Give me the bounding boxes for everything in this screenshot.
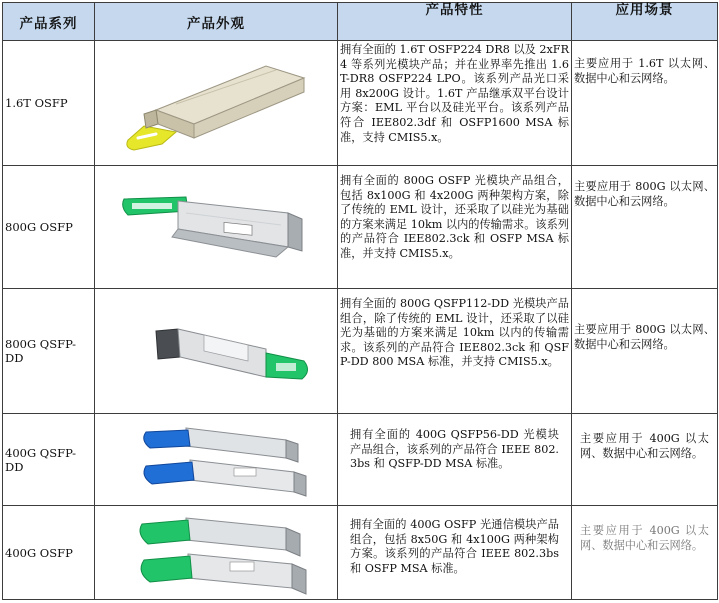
osfp-800g-module-icon xyxy=(116,177,316,277)
table-row xyxy=(3,166,718,289)
series-cell: 400G QSFP-DD xyxy=(3,414,95,506)
application-cell xyxy=(572,41,718,166)
features-cell xyxy=(338,414,572,506)
image-cell xyxy=(95,506,338,600)
application-cell xyxy=(572,506,718,600)
application-cell xyxy=(572,414,718,506)
application-text: 主要应用于 400G 以太网、数据中心和云网络。 xyxy=(580,432,709,460)
application-text: 主要应用于 1.6T 以太网、数据中心和云网络。 xyxy=(574,57,715,85)
features-text: 拥有全面的 400G OSFP 光通信模块产品组合，包括 8x50G 和 4x100G 两种架构方案。该系列的产品符合 IEEE 802.3bs 和 OSFP MSA 标准。 xyxy=(350,518,559,575)
header-appearance: 产品外观 xyxy=(95,3,338,41)
application-cell xyxy=(572,289,718,414)
features-cell xyxy=(338,289,572,414)
series-cell: 800G OSFP xyxy=(3,166,95,289)
application-cell xyxy=(572,166,718,289)
table-row xyxy=(3,506,718,600)
image-cell xyxy=(95,414,338,506)
qsfp-dd-400g-modules-icon xyxy=(116,418,316,502)
features-cell xyxy=(338,166,572,289)
image-cell xyxy=(95,41,338,166)
table-row xyxy=(3,41,718,166)
image-cell xyxy=(95,289,338,414)
features-text: 拥有全面的 800G QSFP112-DD 光模块产品组合，除了传统的 EML 设计，还采取了以硅光为基础的方案来满足 10km 以内的传输需求。该系列的产品符合 IEE802.3ck 和 QSFP-DD 800 MSA 标准，并支持 CMIS5.x。 xyxy=(340,297,569,369)
features-cell xyxy=(338,41,572,166)
header-features: 产品特性 xyxy=(338,3,572,41)
features-cell xyxy=(338,506,572,600)
application-text: 主要应用于 800G 以太网、数据中心和云网络。 xyxy=(574,180,715,208)
image-cell xyxy=(95,166,338,289)
series-cell: 800G QSFP-DD xyxy=(3,289,95,414)
application-text: 主要应用于 400G 以太网、数据中心和云网络。 xyxy=(580,524,709,552)
features-text: 拥有全面的 400G QSFP56-DD 光模块产品组合，该系列的产品符合 IEEE 802.3bs 和 QSFP-DD MSA 标准。 xyxy=(350,428,559,471)
features-text: 拥有全面的 800G OSFP 光模块产品组合，包括 8x100G 和 4x200G 两种架构方案，除了传统的 EML 设计，还采取了以硅光为基础的方案来满足 10km 以内的传输需求。该系列的产品符合 IEE802.3ck 和 OSFP MSA 标准，并支持 CMIS5.x。 xyxy=(340,174,569,260)
table-row xyxy=(3,289,718,414)
osfp-1.6t-module-icon xyxy=(116,48,316,158)
application-text: 主要应用于 800G 以太网、数据中心和云网络。 xyxy=(574,323,715,351)
qsfp-dd-800g-module-icon xyxy=(116,301,316,401)
features-text: 拥有全面的 1.6T OSFP224 DR8 以及 2xFR4 等系列光模块产品；并在业界率先推出 1.6T-DR8 OSFP224 LPO。该系列产品光口采用 8x200G 设计。1.6T 产品继承双平台设计方案：EML 平台以及硅光平台。该系列产品符合 IEE802.3df 和 OSFP1600 MSA 标准，支持 CMIS5.x。 xyxy=(340,43,569,144)
table-header-row xyxy=(3,3,718,41)
osfp-400g-modules-icon xyxy=(116,510,316,596)
series-cell: 400G OSFP xyxy=(3,506,95,600)
product-spec-table xyxy=(2,2,718,600)
table-row xyxy=(3,414,718,506)
header-application: 应用场景 xyxy=(572,3,718,41)
series-cell: 1.6T OSFP xyxy=(3,41,95,166)
header-series: 产品系列 xyxy=(3,3,95,41)
